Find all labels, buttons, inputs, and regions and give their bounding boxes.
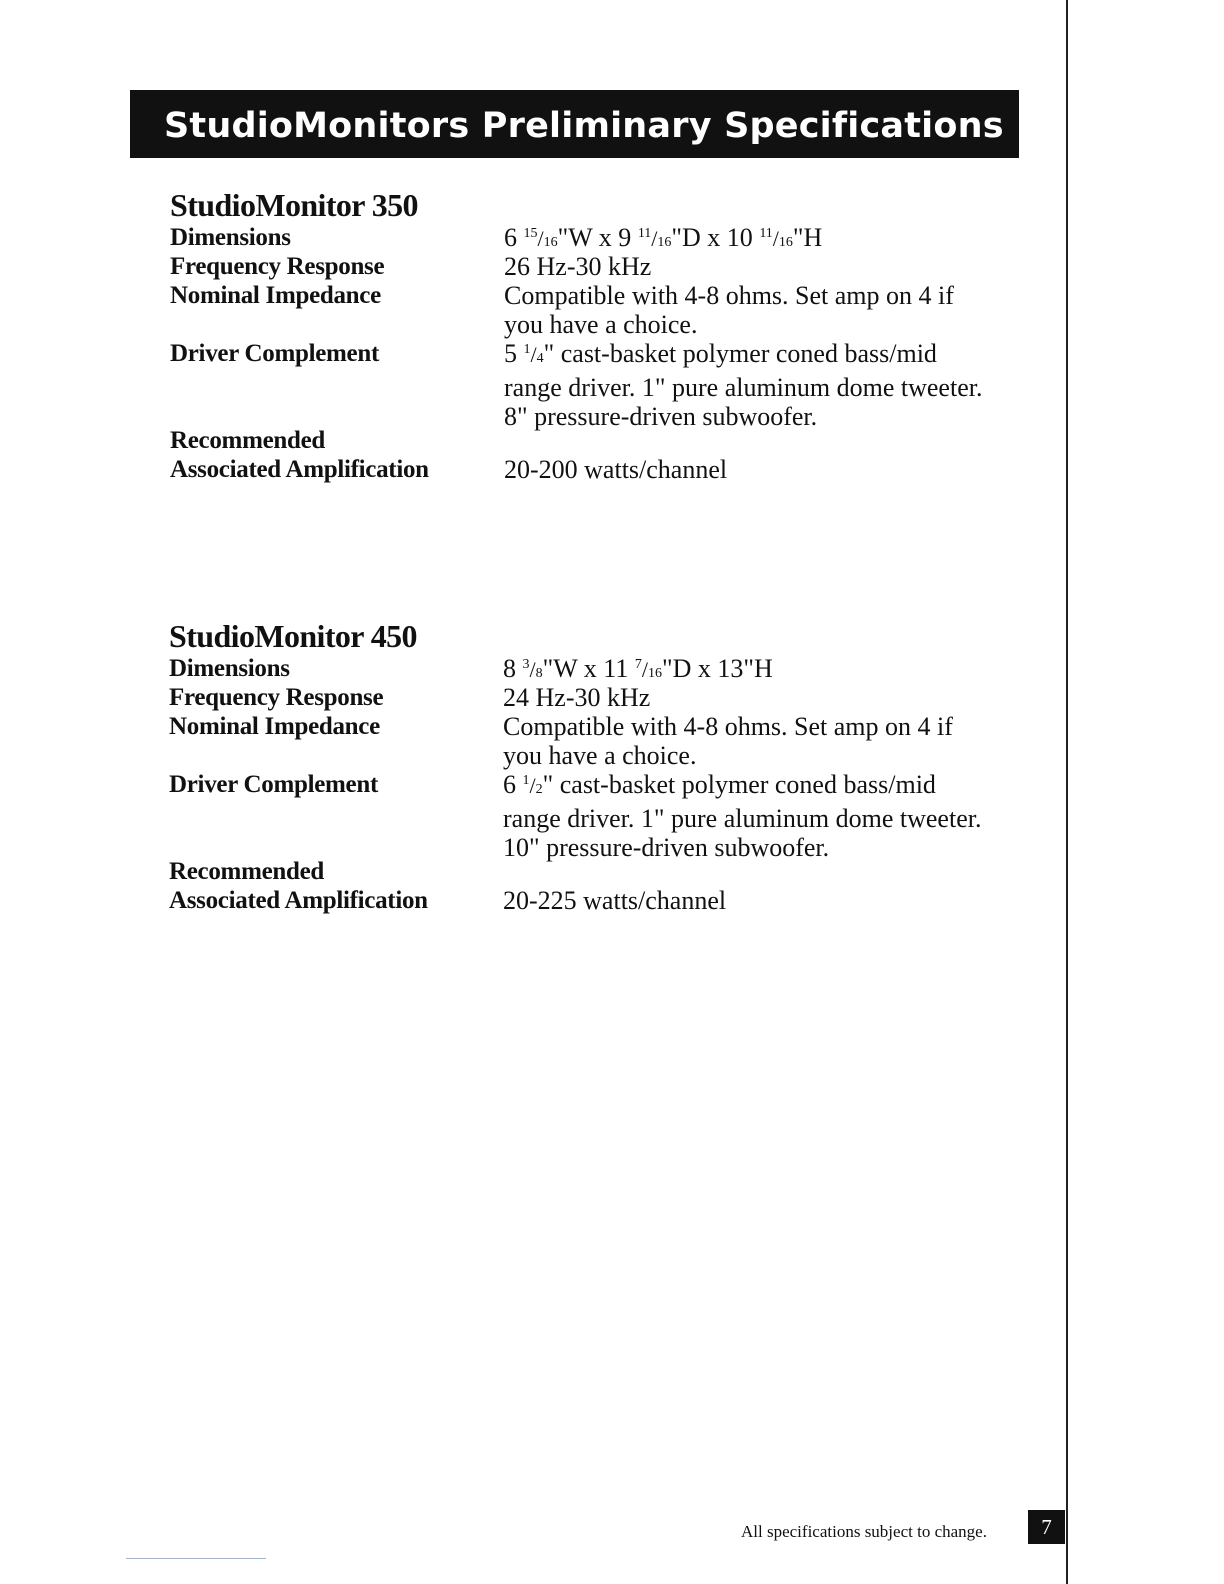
spec-label: Dimensions <box>170 224 291 251</box>
page-edge-rule <box>1066 0 1068 1584</box>
spec-value: 20-200 watts/channel <box>504 455 728 484</box>
spec-row-amplification <box>169 857 1029 915</box>
spec-label: Dimensions <box>169 655 290 682</box>
scan-artifact-line <box>126 1558 266 1559</box>
spec-row-dimensions <box>169 654 1029 683</box>
spec-value: 24 Hz-30 kHz <box>503 683 651 712</box>
footer-note: All specifications subject to change. <box>741 1522 987 1541</box>
spec-label: Driver Complement <box>170 340 379 367</box>
spec-row-driver <box>170 339 1030 431</box>
spec-value: Compatible with 4-8 ohms. Set amp on 4 if you have a choice. <box>503 712 953 770</box>
spec-value: 5 $^1$/4" cast-basket polymer coned bass/mid range driver. 1" pure aluminum dome tweeter. 8" pressure-driven subwoofer. <box>504 339 983 431</box>
spec-row-frequency <box>169 683 1029 712</box>
spec-label: Nominal Impedance <box>170 282 381 309</box>
page-title-banner <box>130 90 1019 158</box>
page-number: 7 <box>1028 1510 1065 1544</box>
spec-value: 26 Hz-30 kHz <box>504 252 652 281</box>
spec-label: Recommended Associated Amplification <box>169 858 428 914</box>
page-title: StudioMonitors Preliminary Specifications <box>164 106 1004 146</box>
spec-value: 20-225 watts/channel <box>503 886 727 915</box>
spec-row-impedance <box>170 281 1030 339</box>
spec-row-amplification <box>170 426 1030 484</box>
spec-value: 8 $^3$/8"W x 11 $^7$/16"D x 13"H <box>503 654 773 683</box>
spec-row-impedance <box>169 712 1029 770</box>
spec-label: Nominal Impedance <box>169 713 380 740</box>
spec-row-dimensions <box>170 223 1030 252</box>
product-section-350 <box>170 187 1030 484</box>
spec-label: Frequency Response <box>169 684 384 711</box>
product-section-450 <box>169 618 1029 915</box>
spec-value: 6 $^1$/2" cast-basket polymer coned bass/mid range driver. 1" pure aluminum dome tweeter. 10" pressure-driven subwoofer. <box>503 770 982 862</box>
model-title: StudioMonitor 350 <box>170 187 418 223</box>
model-title: StudioMonitor 450 <box>169 618 417 654</box>
spec-label: Frequency Response <box>170 253 385 280</box>
spec-row-driver <box>169 770 1029 862</box>
spec-row-frequency <box>170 252 1030 281</box>
spec-value: 6 $^{15}$/16"W x 9 $^{11}$/16"D x 10 $^{11}$/16"H <box>504 223 823 252</box>
spec-label: Recommended Associated Amplification <box>170 427 429 483</box>
spec-label: Driver Complement <box>169 771 378 798</box>
spec-value: Compatible with 4-8 ohms. Set amp on 4 if you have a choice. <box>504 281 954 339</box>
